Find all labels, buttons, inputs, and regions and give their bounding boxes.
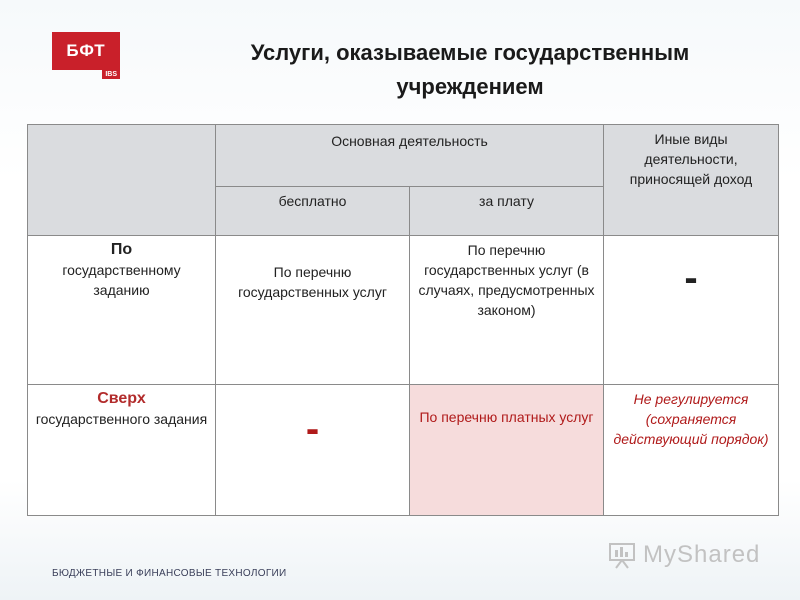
row-state-task-title: По [110, 241, 133, 258]
header-free: бесплатно [216, 187, 410, 236]
logo-sub-mark: IBS [102, 70, 120, 79]
watermark [607, 540, 760, 570]
presentation-icon [607, 540, 637, 570]
header-main-activity: Основная деятельность [216, 125, 604, 187]
cell-above-task-other: Не регулируется (сохраняется действующий порядок) [604, 385, 779, 516]
dash-mark: - [305, 407, 320, 451]
footer-text: БЮДЖЕТНЫЕ И ФИНАНСОВЫЕ ТЕХНОЛОГИИ [52, 568, 287, 579]
cell-state-task-other [604, 236, 779, 385]
row-above-task-subtitle: государственного задания [35, 411, 208, 427]
header-empty-cell [28, 125, 216, 236]
row-above-task-label [28, 385, 216, 516]
cell-state-task-paid: По перечню государственных услуг (в случаях, предусмотренных законом) [410, 236, 604, 385]
row-state-task-subtitle: государственному заданию [62, 262, 181, 298]
services-table [27, 124, 779, 516]
row-state-task-label [28, 236, 216, 385]
slide-title: Услуги, оказываемые государственным учреждением [250, 40, 690, 99]
row-above-task-title: Сверх [97, 390, 146, 407]
dash-mark: - [684, 256, 698, 300]
company-logo [52, 32, 120, 82]
header-other-activity: Иные виды деятельности, приносящей доход [604, 125, 779, 236]
cell-state-task-free: По перечню государственных услуг [216, 236, 410, 385]
cell-above-task-free [216, 385, 410, 516]
watermark-text: MyShared [643, 541, 761, 568]
header-paid: за плату [410, 187, 604, 236]
logo-mark: БФТ [52, 32, 120, 70]
cell-above-task-paid: По перечню платных услуг [410, 385, 604, 516]
